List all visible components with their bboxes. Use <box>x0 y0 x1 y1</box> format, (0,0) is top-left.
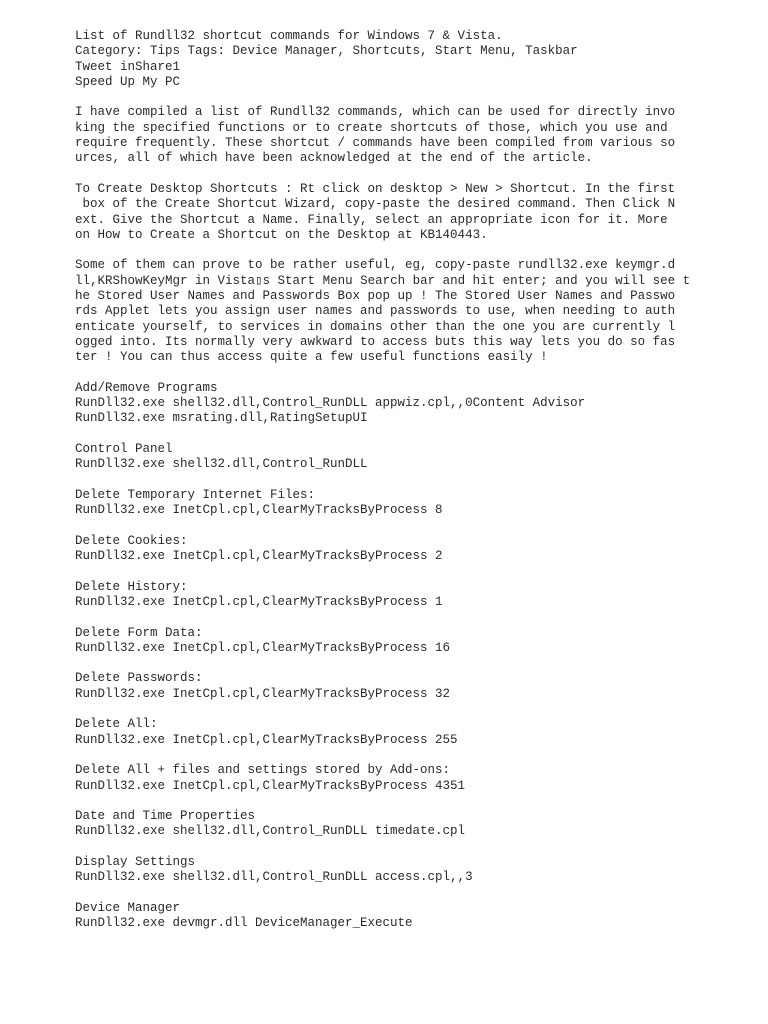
command-text: RunDll32.exe msrating.dll,RatingSetupUI <box>75 411 368 426</box>
command-entry <box>75 534 765 565</box>
command-text: RunDll32.exe shell32.dll,Control_RunDLL <box>75 457 368 472</box>
command-text: RunDll32.exe InetCpl.cpl,ClearMyTracksByProcess 32 <box>75 686 451 701</box>
spacer <box>75 167 765 182</box>
command-entry <box>75 381 765 427</box>
command-entry <box>75 626 765 657</box>
spacer <box>75 427 765 442</box>
command-text: RunDll32.exe devmgr.dll DeviceManager_Execute <box>75 916 413 931</box>
command-text: RunDll32.exe shell32.dll,Control_RunDLL appwiz.cpl,,0Content Advisor <box>75 396 586 411</box>
paragraph-line: require frequently. These shortcut / commands have been compiled from various so <box>75 136 676 151</box>
howto-paragraph <box>75 182 765 243</box>
spacer <box>75 656 765 671</box>
command-name: Add/Remove Programs <box>75 380 218 395</box>
document-page <box>75 29 765 932</box>
command-entry <box>75 442 765 473</box>
command-name: Device Manager <box>75 900 181 915</box>
command-name: Delete Form Data: <box>75 625 203 640</box>
paragraph-line: ext. Give the Shortcut a Name. Finally, select an appropriate icon for it. More <box>75 212 668 227</box>
command-text: RunDll32.exe shell32.dll,Control_RunDLL access.cpl,,3 <box>75 870 473 885</box>
command-entry <box>75 671 765 702</box>
spacer <box>75 243 765 258</box>
spacer <box>75 564 765 579</box>
spacer <box>75 473 765 488</box>
command-name: Date and Time Properties <box>75 809 256 824</box>
command-entry <box>75 855 765 886</box>
paragraph-line: rds Applet lets you assign user names and passwords to use, when needing to auth <box>75 304 676 319</box>
command-name: Delete Temporary Internet Files: <box>75 487 316 502</box>
usage-paragraph <box>75 258 765 365</box>
command-name: Delete Cookies: <box>75 533 188 548</box>
spacer <box>75 702 765 717</box>
command-entry <box>75 580 765 611</box>
paragraph-line: king the specified functions or to create shortcuts of those, which you use and <box>75 120 668 135</box>
intro-paragraph <box>75 105 765 166</box>
spacer <box>75 366 765 381</box>
command-text: RunDll32.exe shell32.dll,Control_RunDLL timedate.cpl <box>75 824 466 839</box>
paragraph-line: Some of them can prove to be rather useful, eg, copy-paste rundll32.exe keymgr.d <box>75 258 676 273</box>
paragraph-line: I have compiled a list of Rundll32 commands, which can be used for directly invo <box>75 105 676 120</box>
category-tags: Category: Tips Tags: Device Manager, Shortcuts, Start Menu, Taskbar <box>75 44 578 59</box>
command-name: Display Settings <box>75 855 196 870</box>
paragraph-line: on How to Create a Shortcut on the Desktop at KB140443. <box>75 227 488 242</box>
command-list <box>75 381 765 932</box>
command-text: RunDll32.exe InetCpl.cpl,ClearMyTracksByProcess 8 <box>75 503 443 518</box>
command-text: RunDll32.exe InetCpl.cpl,ClearMyTracksByProcess 2 <box>75 549 443 564</box>
spacer <box>75 794 765 809</box>
paragraph-line: he Stored User Names and Passwords Box pop up ! The Stored User Names and Passwo <box>75 289 676 304</box>
spacer <box>75 748 765 763</box>
paragraph-line: ll,KRShowKeyMgr in Vista▯s Start Menu Search bar and hit enter; and you will see t <box>75 273 691 288</box>
command-entry <box>75 763 765 794</box>
paragraph-line: urces, all of which have been acknowledged at the end of the article. <box>75 151 593 166</box>
document-title: List of Rundll32 shortcut commands for Windows 7 & Vista. <box>75 29 503 43</box>
paragraph-line: ter ! You can thus access quite a few useful functions easily ! <box>75 350 548 365</box>
spacer <box>75 519 765 534</box>
command-entry <box>75 901 765 932</box>
command-name: Delete Passwords: <box>75 671 203 686</box>
paragraph-line: To Create Desktop Shortcuts : Rt click on desktop > New > Shortcut. In the first <box>75 181 676 196</box>
command-text: RunDll32.exe InetCpl.cpl,ClearMyTracksByProcess 255 <box>75 732 458 747</box>
command-name: Delete History: <box>75 579 188 594</box>
command-name: Delete All + files and settings stored by Add-ons: <box>75 763 451 778</box>
spacer <box>75 840 765 855</box>
command-name: Control Panel <box>75 442 173 457</box>
command-entry <box>75 809 765 840</box>
paragraph-line: ogged into. Its normally very awkward to access buts this way lets you do so fas <box>75 334 676 349</box>
paragraph-line: enticate yourself, to services in domains other than the one you are currently l <box>75 319 676 334</box>
command-text: RunDll32.exe InetCpl.cpl,ClearMyTracksByProcess 1 <box>75 594 443 609</box>
spacer <box>75 90 765 105</box>
command-entry <box>75 488 765 519</box>
paragraph-line: box of the Create Shortcut Wizard, copy-paste the desired command. Then Click N <box>75 197 676 212</box>
share-links: Tweet inShare1 <box>75 59 181 74</box>
command-text: RunDll32.exe InetCpl.cpl,ClearMyTracksByProcess 16 <box>75 640 451 655</box>
spacer <box>75 886 765 901</box>
spacer <box>75 610 765 625</box>
command-entry <box>75 717 765 748</box>
command-text: RunDll32.exe InetCpl.cpl,ClearMyTracksByProcess 4351 <box>75 778 466 793</box>
promo-link: Speed Up My PC <box>75 74 181 89</box>
command-name: Delete All: <box>75 717 158 732</box>
